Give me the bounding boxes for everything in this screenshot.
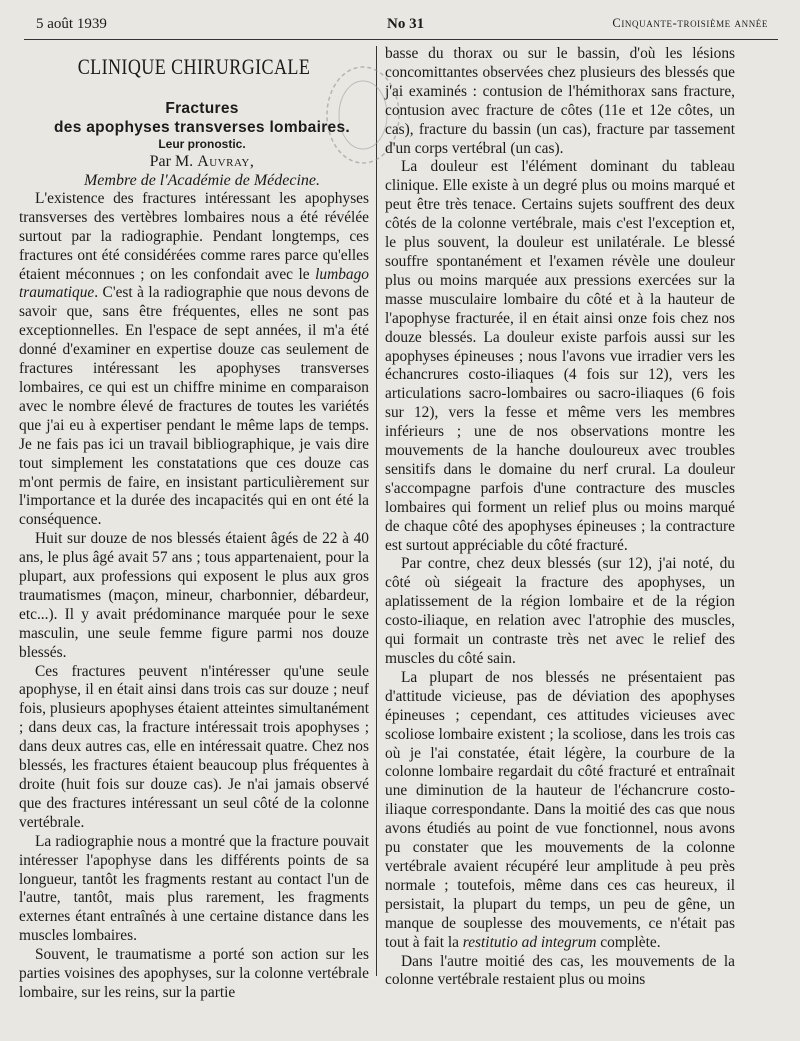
body-paragraph (385, 555, 735, 668)
author-affiliation: Membre de l'Académie de Médecine. (83, 171, 321, 189)
right-body-text (385, 45, 735, 990)
text-run: Dans l'autre moitié des cas, les mouvements de la colonne vertébrale restaient plus ou moins (385, 952, 735, 989)
text-run: La plupart de nos blessés ne présentaient pas d'attitude vicieuse, pas de déviation des apophyses épineuses ; cependant, ces attitudes vicieuses avec scoliose lombaire existent ; la scoliose, dans les trois cas où je l'ai constatée, était légère, la courbure de la colonne lombaire regardait du côté fracturé et entraînait une diminution de la hauteur de l'échancrure costo-iliaque correspondante. Dans la moitié des cas que nous avons étudiés au point de vue fonctionnel, nous avons pu constater que les mouvements de la colonne vertébrale avaient récupéré leur amplitude à peu près normale ; toutefois, même dans ces cas heureux, il persistait, la plupart du temps, un peu de gêne, un manque de souplesse des mouvements, ce n'était pas tout à fait la (385, 668, 735, 951)
body-paragraph (385, 45, 735, 158)
text-run: . C'est à la radiographie que nous devons de savoir que, sans être fréquentes, elles ne sont pas exceptionnelles. En l'espace de sept années, il m'a été donné d'examiner en expertise douze cas seulement de fractures intéressant les apophyses transverses lombaires, ce qui est un chiffre minime en comparaison avec le nombre élevé de fractures de toutes les variétés que j'ai eu à expertiser pendant le même laps de temps. Je ne fais pas ici un travail bibliographique, je vais dire tout simplement les constatations que ces douze cas m'ont permis de faire, en insistant particulièrement sur l'importance et la durée des incapacités qui en ont été la conséquence. (19, 284, 369, 529)
text-run: Ces fractures peuvent n'intéresser qu'une seule apophyse, il en était ainsi dans trois cas sur douze ; neuf fois, plusieurs apophyses étaient atteintes simultanément ; dans deux cas, la fracture intéressait trois apophyses ; dans deux autres cas, elle en intéressait quatre. Chez nos blessés, les fractures étaient beaucoup plus fréquentes à droite (huit fois sur douze cas). Je n'ai jamais observé que des fractures intéressant un seul côté de la colonne vertébrale. (19, 662, 369, 831)
body-paragraph (19, 833, 369, 946)
article-subtitle: Leur pronostic. (158, 136, 246, 151)
text-run: complète. (596, 933, 661, 951)
text-run: Par contre, chez deux blessés (sur 12), j'ai noté, du côté où siégeait la fracture des apophyses, un aplatissement de la région lombaire et de la région costo-iliaque, en relation avec l'atrophie des muscles, qui formait un contraste très net avec le relief des muscles du côté sain. (385, 555, 735, 667)
issue-date: 5 août 1939 (36, 16, 107, 32)
text-run: Huit sur douze de nos blessés étaient âgés de 22 à 40 ans, le plus âgé avait 57 ans ; tous appartenaient, pour la plupart, aux professions qui exposent le plus aux gros traumatismes (maçon, mineur, charbonnier, débardeur, etc...). Il y avait prédominance marquée pour le sexe masculin, une seule femme figure parmi nos douze blessés. (19, 530, 369, 661)
italic-phrase: restitutio ad integrum (462, 933, 597, 951)
left-body-text (19, 190, 369, 1003)
text-run: La radiographie nous a montré que la fracture pouvait intéresser l'apophyse dans les différents points de sa longueur, tantôt les fragments restant au contact l'un de l'autre, tantôt, mais plus rarement, les fragments externes étant entraînés à une certaine distance dans les muscles lombaires. (19, 832, 369, 945)
italic-phrase: lumbago traumatique (19, 265, 369, 302)
author-prefix: Par M. (149, 152, 198, 170)
article-author (19, 152, 369, 171)
body-paragraph (19, 946, 369, 1003)
body-paragraph (385, 158, 735, 555)
column-divider (376, 46, 377, 976)
section-title: CLINIQUE CHIRURGICALE (77, 54, 311, 79)
body-paragraph (19, 663, 369, 833)
right-column (385, 45, 735, 990)
article-title-line1: Fractures (165, 99, 239, 117)
issue-number: No 31 (387, 16, 425, 32)
body-paragraph (19, 190, 369, 530)
article-title-line2: des apophyses transverses lombaires. (54, 118, 350, 136)
left-column (19, 54, 369, 1003)
text-run: basse du thorax ou sur le bassin, d'où les lésions concomittantes observées chez plusieurs des blessés que j'ai examinés : contusion de l'hémithorax sans fracture, contusion avec fracture de côtes (11e et 12e côtes, un cas), fracture du bassin (un cas), fracture par tassement d'un corps vertébral (un cas). (385, 45, 735, 157)
text-run: La douleur est l'élément dominant du tableau clinique. Elle existe à un degré plus ou moins marqué et peut être très tenace. Certains sujets souffrent des deux côtés de la colonne vertébrale, mais c'est l'exception et, le plus souvent, la douleur est unilatérale. Le blessé souffre spontanément et l'examen révèle une douleur plus ou moins marquée aux pressions exercées sur la masse musculaire lombaire du côté et à la hauteur de l'apophyse fracturée, il en était ainsi onze fois chez nos douze blessés. La douleur existe parfois aussi sur les apophyses épineuses ; nous l'avons vue irradier vers les échancrures costo-iliaques (4 fois sur 12), vers les articulations sacro-lombaires ou sacro-iliaques (6 fois sur 12), vers la fesse et même vers les membres inférieurs ; une de nos observations montre les mouvements de la hanche douloureux avec troubles sensitifs dans le domaine du nerf crural. La douleur s'accompagne parfois d'une contracture des muscles lombaires qui forment un relief plus ou moins marqué de chaque côté des apophyses épineuses ; la contracture est surtout appréciable du côté fracturé. (385, 158, 735, 554)
volume-year: Cinquante-troisième année (612, 16, 768, 30)
running-header (24, 16, 778, 38)
body-paragraph (385, 953, 735, 991)
header-rule (24, 39, 778, 40)
text-run: L'existence des fractures intéressant les apophyses transverses des vertèbres lombaires nous a été révélée surtout par la radiographie. Pendant longtemps, ces fractures ont été considérées comme rares parce qu'elles étaient méconnues ; on les confondait avec le (19, 189, 369, 283)
body-paragraph (385, 669, 735, 953)
author-name: Auvray, (197, 152, 255, 170)
text-run: Souvent, le traumatisme a porté son action sur les parties voisines des apophyses, sur la colonne vertébrale lombaire, sur les reins, sur la partie (19, 946, 369, 1001)
body-paragraph (19, 530, 369, 662)
